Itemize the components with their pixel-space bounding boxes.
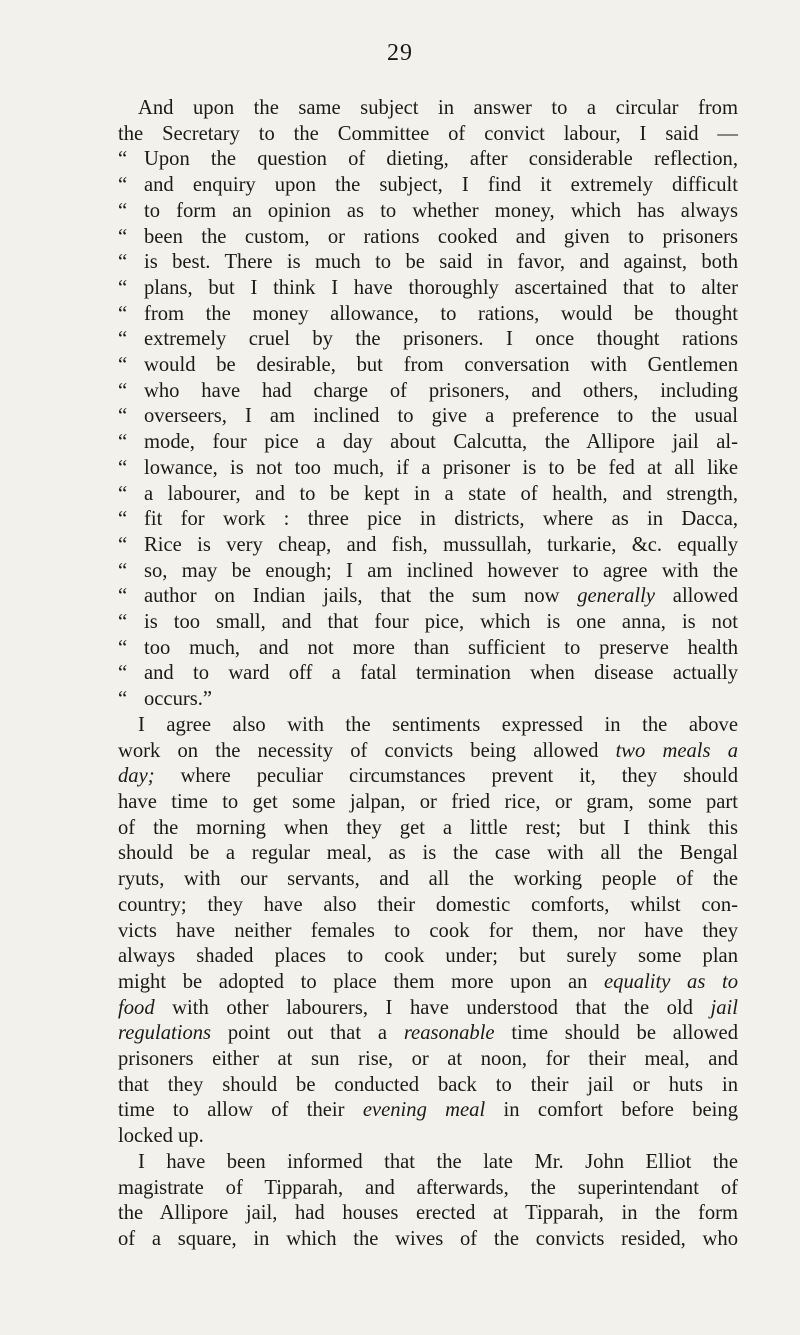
line-text: from the money allowance, to rations, would be thought (144, 302, 738, 325)
line-text: Upon the question of dieting, after considerable reflection, (144, 148, 738, 171)
quote-mark: “ (118, 379, 128, 402)
line-text: and to ward off a fatal termination when disease actually (144, 662, 738, 685)
line-text: should be a regular meal, as is the case with all the Bengal (118, 842, 738, 865)
emphasis-text: food (118, 996, 155, 1019)
text-line (118, 327, 738, 353)
quote-mark: “ (118, 662, 128, 685)
line-text: point out that a (211, 1022, 404, 1045)
text-line (118, 1021, 738, 1047)
line-text: who have had charge of prisoners, and others, including (144, 379, 738, 402)
line-text: I agree also with the sentiments expressed in the above (138, 713, 738, 736)
text-line (118, 147, 738, 173)
line-text: too much, and not more than sufficient to preserve health (144, 636, 738, 659)
line-text: plans, but I think I have thoroughly ascertained that to alter (144, 276, 738, 299)
text-line (118, 507, 738, 533)
emphasis-text: jail (710, 996, 738, 1019)
text-line (118, 456, 738, 482)
text-line (118, 250, 738, 276)
line-text: overseers, I am inclined to give a preference to the usual (144, 405, 738, 428)
text-line (118, 1098, 738, 1124)
quote-mark: “ (118, 251, 128, 274)
line-text: time should be allowed (494, 1022, 738, 1045)
text-line (118, 122, 738, 148)
emphasis-text: regulations (118, 1022, 212, 1045)
line-text: victs have neither females to cook for them, nor have they (118, 919, 738, 942)
emphasis-text: generally (577, 585, 656, 608)
line-text: author on Indian jails, that the sum now (144, 585, 578, 608)
quote-mark: “ (118, 688, 128, 711)
line-text: with other labourers, I have understood that the old (154, 996, 711, 1019)
line-text: Rice is very cheap, and fish, mussullah, turkarie, &c. equally (144, 533, 738, 556)
text-line (118, 302, 738, 328)
quote-mark: “ (118, 328, 128, 351)
quote-mark: “ (118, 482, 128, 505)
quote-mark: “ (118, 636, 128, 659)
paragraph (118, 96, 738, 713)
text-line (118, 816, 738, 842)
page-number: 29 (387, 40, 413, 66)
quote-mark: “ (118, 611, 128, 634)
line-text: of the morning when they get a little rest; but I think this (118, 816, 738, 839)
text-line (118, 610, 738, 636)
line-text: always shaded places to cook under; but surely some plan (118, 945, 738, 968)
line-text: locked up. (118, 1125, 204, 1148)
emphasis-text: equality as to (604, 970, 738, 993)
text-line (118, 533, 738, 559)
text-line (118, 199, 738, 225)
line-text: the Secretary to the Committee of convict labour, I said — (118, 122, 738, 145)
line-text: work on the necessity of convicts being allowed (118, 739, 616, 762)
line-text: extremely cruel by the prisoners. I once thought rations (144, 328, 738, 351)
line-text: is best. There is much to be said in favor, and against, both (144, 251, 738, 274)
line-text: been the custom, or rations cooked and given to prisoners (144, 225, 738, 248)
text-line (118, 1124, 738, 1150)
line-text: a labourer, and to be kept in a state of health, and strength, (144, 482, 738, 505)
quote-mark: “ (118, 405, 128, 428)
text-line (118, 559, 738, 585)
quote-mark: “ (118, 225, 128, 248)
quote-mark: “ (118, 174, 128, 197)
line-text: in comfort before being (485, 1099, 738, 1122)
text-line (118, 661, 738, 687)
quote-mark: “ (118, 431, 128, 454)
text-line (118, 867, 738, 893)
text-line (118, 996, 738, 1022)
text-line (118, 173, 738, 199)
text-line (118, 225, 738, 251)
quote-mark: “ (118, 559, 128, 582)
emphasis-text: evening meal (362, 1099, 486, 1122)
text-line (118, 1201, 738, 1227)
quote-mark: “ (118, 354, 128, 377)
line-text: lowance, is not too much, if a prisoner is to be fed at all like (144, 456, 738, 479)
line-text: prisoners either at sun rise, or at noon, for their meal, and (118, 1048, 738, 1071)
text-line (118, 841, 738, 867)
quote-mark: “ (118, 585, 128, 608)
quote-mark: “ (118, 533, 128, 556)
quote-mark: “ (118, 199, 128, 222)
text-line (118, 919, 738, 945)
text-line (118, 584, 738, 610)
text-line (118, 893, 738, 919)
line-text: would be desirable, but from conversation with Gentlemen (144, 354, 738, 377)
line-text: magistrate of Tipparah, and afterwards, the superintendant of (118, 1176, 738, 1199)
line-text: mode, four pice a day about Calcutta, the Allipore jail al- (144, 431, 738, 454)
body-text (118, 96, 738, 1253)
line-text: allowed (655, 585, 738, 608)
text-line (118, 379, 738, 405)
text-line (118, 404, 738, 430)
text-line (118, 430, 738, 456)
line-text: country; they have also their domestic comforts, whilst con- (118, 893, 738, 916)
text-line (118, 636, 738, 662)
text-line (118, 970, 738, 996)
text-line (118, 687, 738, 713)
line-text: fit for work : three pice in districts, where as in Dacca, (144, 508, 738, 531)
text-line (118, 353, 738, 379)
line-text: the Allipore jail, had houses erected at Tipparah, in the form (118, 1202, 738, 1225)
line-text: occurs.” (144, 688, 213, 711)
text-line (118, 790, 738, 816)
line-text: of a square, in which the wives of the convicts resided, who (118, 1227, 738, 1250)
text-line (118, 276, 738, 302)
text-line (118, 1176, 738, 1202)
line-text: might be adopted to place them more upon an (118, 970, 605, 993)
text-line (118, 713, 738, 739)
text-line (118, 739, 738, 765)
text-line (118, 96, 738, 122)
text-line (118, 944, 738, 970)
emphasis-text: reasonable (403, 1022, 495, 1045)
text-line (118, 1047, 738, 1073)
line-text: time to allow of their (118, 1099, 363, 1122)
paragraph (118, 1150, 738, 1253)
quote-mark: “ (118, 302, 128, 325)
quote-mark: “ (118, 508, 128, 531)
emphasis-text: day; (118, 765, 155, 788)
line-text: where peculiar circumstances prevent it, they should (154, 765, 738, 788)
line-text: that they should be conducted back to their jail or huts in (118, 1073, 738, 1096)
line-text: to form an opinion as to whether money, which has always (144, 199, 738, 222)
line-text: and enquiry upon the subject, I find it extremely difficult (144, 174, 738, 197)
line-text: And upon the same subject in answer to a circular from (138, 97, 738, 119)
text-line (118, 1150, 738, 1176)
emphasis-text: two meals a (615, 739, 738, 762)
text-line (118, 1073, 738, 1099)
text-line (118, 764, 738, 790)
line-text: I have been informed that the late Mr. John Elliot the (138, 1150, 738, 1173)
line-text: is too small, and that four pice, which is one anna, is not (144, 611, 738, 634)
paragraph (118, 713, 738, 1150)
quote-mark: “ (118, 276, 128, 299)
line-text: ryuts, with our servants, and all the working people of the (118, 868, 738, 891)
quote-mark: “ (118, 148, 128, 171)
line-text: so, may be enough; I am inclined however to agree with the (144, 559, 738, 582)
line-text: have time to get some jalpan, or fried rice, or gram, some part (118, 790, 738, 813)
text-line (118, 482, 738, 508)
quote-mark: “ (118, 456, 128, 479)
text-line (118, 1227, 738, 1253)
